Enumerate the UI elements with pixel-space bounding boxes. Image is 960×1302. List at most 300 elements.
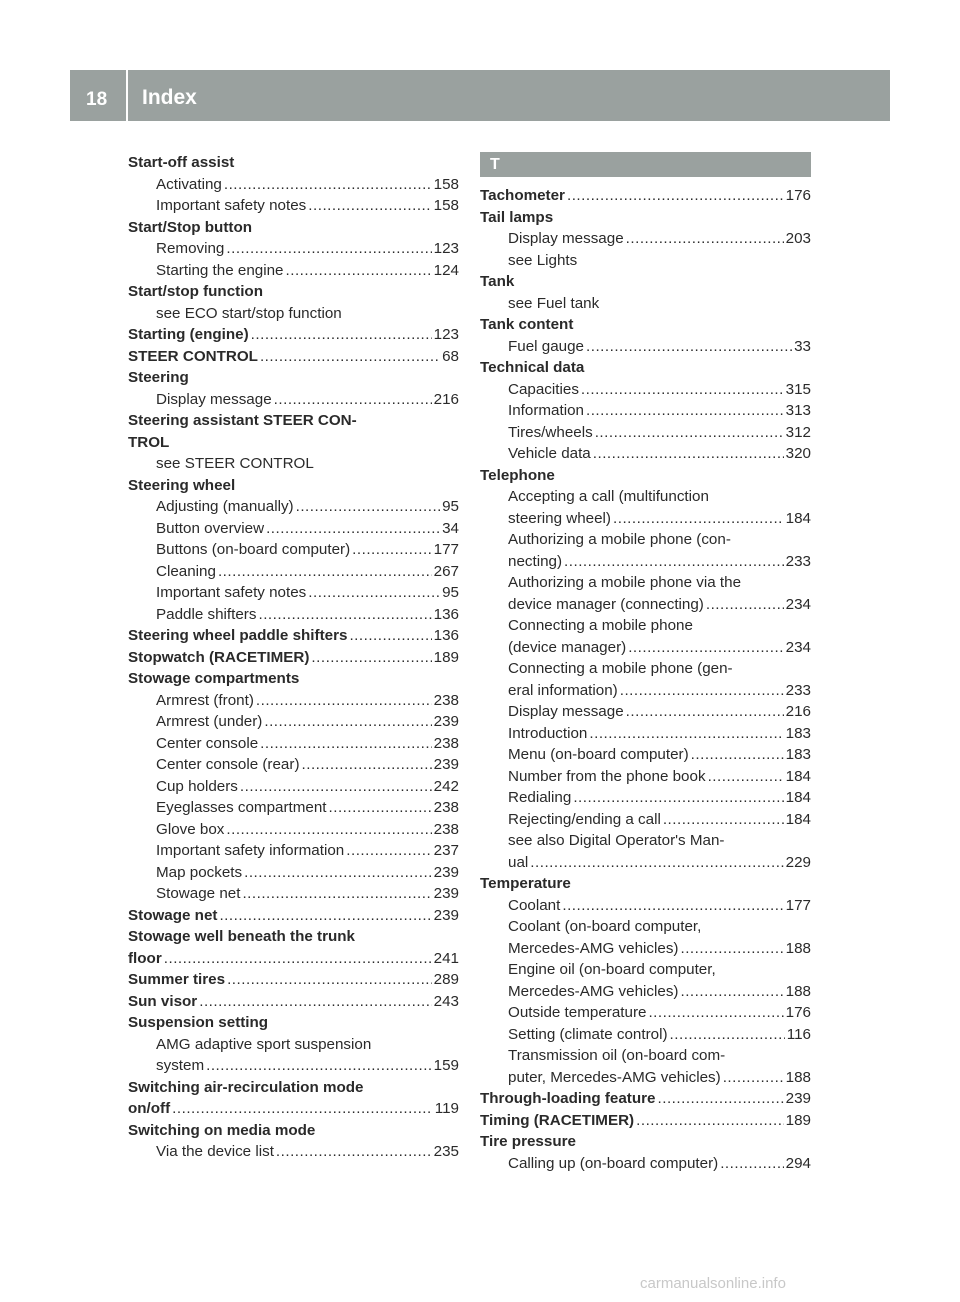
index-subentry [128, 238, 459, 260]
entry-text: Map pockets [156, 863, 243, 881]
index-subentry [128, 539, 459, 561]
entry-text: AMG adaptive sport suspension [156, 1035, 372, 1053]
page-ref[interactable]: 233 [785, 681, 811, 699]
page-ref[interactable]: 242 [433, 777, 459, 795]
dot-leader [306, 582, 440, 604]
entry-text: Stowage compartments [128, 670, 300, 687]
dot-leader [618, 680, 784, 702]
entry-text: necting) [508, 552, 563, 570]
entry-text: Fuel gauge [508, 337, 584, 355]
index-subentry [480, 250, 811, 272]
page-ref[interactable]: 241 [433, 949, 459, 967]
index-subentry [480, 529, 811, 551]
index-entry [128, 475, 459, 497]
entry-text: STEER CONTROL [128, 347, 258, 365]
page-ref[interactable]: 188 [785, 1068, 811, 1086]
dot-leader [284, 260, 432, 282]
entry-text: Tire pressure [480, 1133, 576, 1150]
dot-leader [634, 1110, 784, 1132]
page-ref[interactable]: 239 [433, 713, 459, 730]
entry-text: Stowage well beneath the trunk [128, 928, 356, 945]
entry-text: Buttons (on-board computer) [156, 541, 351, 558]
header-divider [126, 70, 128, 121]
dot-leader [350, 539, 431, 561]
dot-leader [565, 185, 784, 207]
entry-text: Accepting a call (multifunction [508, 488, 709, 505]
dot-leader [327, 797, 432, 819]
index-entry [128, 991, 459, 1013]
entry-text: see STEER CONTROL [156, 455, 314, 472]
entry-text: steering wheel) [508, 509, 611, 527]
index-subentry [480, 1002, 811, 1024]
index-entry [128, 1120, 459, 1142]
index-entry [128, 647, 459, 669]
page-ref[interactable]: 158 [433, 175, 459, 193]
entry-text: Telephone [480, 466, 555, 484]
entry-text: Cup holders [156, 777, 238, 795]
page-ref[interactable]: 238 [433, 734, 459, 752]
entry-text: Cleaning [156, 562, 216, 580]
entry-text: Starting (engine) [128, 326, 249, 343]
entry-text: Display message [508, 230, 624, 247]
index-subentry [480, 293, 811, 315]
dot-leader [587, 723, 783, 745]
index-subentry [480, 400, 811, 422]
index-subentry [480, 615, 811, 637]
page-ref[interactable]: 216 [785, 703, 811, 720]
page-ref[interactable]: 123 [433, 326, 459, 343]
entry-text: Setting (climate control) [508, 1025, 668, 1043]
entry-text: Tank content [480, 316, 574, 333]
index-entry [480, 357, 811, 379]
index-subentry [480, 637, 811, 659]
dot-leader [579, 379, 784, 401]
index-subentry [480, 852, 811, 874]
dot-leader [624, 228, 784, 250]
page-ref[interactable]: 234 [785, 638, 811, 656]
dot-leader [264, 518, 440, 540]
entry-text: Steering [128, 369, 189, 386]
entry-text: Introduction [508, 724, 588, 742]
index-subentry [128, 840, 459, 862]
index-column-right [480, 152, 811, 1174]
entry-text: Stowage net [156, 885, 241, 902]
index-subentry [128, 776, 459, 798]
dot-leader [222, 174, 432, 196]
index-entry [128, 346, 459, 368]
page-ref[interactable]: 176 [785, 1004, 811, 1021]
entry-text: Technical data [480, 359, 585, 376]
entry-text: Coolant (on-board computer, [508, 918, 702, 935]
index-entry [128, 926, 459, 948]
entry-text: Steering wheel paddle shifters [128, 627, 348, 644]
index-entry [128, 1077, 459, 1099]
entry-text: TROL [128, 433, 170, 451]
entry-text: Authorizing a mobile phone via the [508, 574, 742, 591]
dot-leader [704, 594, 784, 616]
entry-text: Stopwatch (RACETIMER) [128, 648, 310, 666]
page-ref[interactable]: 237 [433, 842, 459, 859]
dot-leader [225, 969, 432, 991]
page-ref[interactable]: 239 [433, 863, 459, 881]
page-ref[interactable]: 239 [433, 756, 459, 773]
entry-text: eral information) [508, 681, 618, 699]
entry-text: Paddle shifters [156, 605, 257, 623]
page-ref[interactable]: 216 [433, 390, 459, 408]
entry-text: see Lights [508, 251, 578, 269]
page-ref[interactable]: 95 [442, 584, 459, 601]
entry-text: Important safety notes [156, 584, 307, 601]
index-subentry [128, 1034, 459, 1056]
page-ref[interactable]: 95 [442, 498, 459, 515]
entry-text: Rejecting/ending a call [508, 810, 661, 828]
index-subentry [480, 895, 811, 917]
page-ref[interactable]: 188 [785, 939, 811, 957]
entry-text: Tachometer [480, 187, 565, 204]
dot-leader [562, 551, 784, 573]
index-entry [128, 217, 459, 239]
index-subentry [480, 766, 811, 788]
page-ref[interactable]: 229 [785, 853, 811, 871]
dot-leader [584, 400, 784, 422]
page-ref[interactable]: 315 [785, 380, 811, 398]
index-entry [480, 1110, 811, 1132]
entry-text: Tires/wheels [508, 423, 593, 441]
index-subentry [128, 754, 459, 776]
index-subentry [480, 938, 811, 960]
index-subentry [128, 1141, 459, 1163]
entry-text: device manager (connecting) [508, 595, 704, 613]
page-ref[interactable]: 116 [786, 1025, 811, 1043]
index-subentry [480, 508, 811, 530]
entry-text: Engine oil (on-board computer, [508, 961, 716, 978]
entry-text: Sun visor [128, 992, 198, 1010]
dot-leader [258, 733, 432, 755]
page-ref[interactable]: 119 [434, 1100, 459, 1117]
dot-leader [224, 238, 431, 260]
entry-text: Button overview [156, 519, 265, 537]
index-entry [128, 324, 459, 346]
dot-leader [528, 852, 783, 874]
dot-leader [656, 1088, 784, 1110]
entry-text: Stowage net [128, 906, 218, 924]
index-subentry [480, 981, 811, 1003]
entry-text: puter, Mercedes-AMG vehicles) [508, 1068, 721, 1086]
page-ref[interactable]: 136 [433, 627, 459, 644]
page-ref[interactable]: 33 [794, 337, 811, 355]
page-ref[interactable]: 234 [785, 595, 811, 613]
index-entry [128, 668, 459, 690]
index-subentry [480, 1067, 811, 1089]
dot-leader [242, 862, 432, 884]
dot-leader [300, 754, 432, 776]
page-ref[interactable]: 177 [785, 896, 811, 914]
dot-leader [624, 701, 784, 723]
index-subentry [128, 883, 459, 905]
entry-text: Mercedes-AMG vehicles) [508, 939, 679, 957]
index-subentry [128, 561, 459, 583]
index-subentry [480, 744, 811, 766]
index-entry [128, 1012, 459, 1034]
index-subentry [128, 1055, 459, 1077]
entry-text: system [156, 1057, 205, 1074]
index-subentry [128, 303, 459, 325]
dot-leader [216, 561, 432, 583]
index-entry [128, 410, 459, 432]
entry-text: Start/stop function [128, 283, 263, 300]
entry-text: Connecting a mobile phone (gen- [508, 660, 733, 677]
index-subentry [128, 582, 459, 604]
dot-leader [272, 389, 432, 411]
index-subentry [480, 551, 811, 573]
page-ref[interactable]: 289 [433, 971, 459, 988]
dot-leader [560, 895, 783, 917]
dot-leader [678, 938, 783, 960]
entry-text: see also Digital Operator's Man- [508, 832, 725, 849]
index-subentry [480, 1153, 811, 1175]
page-ref[interactable]: 312 [785, 423, 811, 441]
entry-text: Information [508, 402, 584, 419]
entry-text: Vehicle data [508, 445, 591, 462]
entry-text: Temperature [480, 875, 571, 892]
dot-leader [238, 776, 432, 798]
watermark: carmanualsonline.info [640, 1275, 786, 1292]
entry-text: Starting the engine [156, 261, 284, 279]
entry-text: Start-off assist [128, 154, 235, 171]
page-header [70, 70, 890, 121]
entry-text: Via the device list [156, 1143, 274, 1160]
dot-leader [591, 443, 784, 465]
entry-text: Transmission oil (on-board com- [508, 1047, 726, 1064]
dot-leader [254, 690, 432, 712]
entry-text: Start/Stop button [128, 218, 253, 236]
entry-text: Display message [508, 703, 624, 720]
entry-text: Glove box [156, 820, 225, 838]
index-subentry [128, 690, 459, 712]
entry-text: Center console [156, 734, 259, 752]
entry-text: Tank [480, 273, 515, 290]
index-subentry [480, 916, 811, 938]
dot-leader [217, 905, 431, 927]
dot-leader [626, 637, 783, 659]
page-ref[interactable]: 183 [785, 746, 811, 763]
index-subentry [480, 422, 811, 444]
page-ref[interactable]: 243 [433, 992, 459, 1010]
page-ref[interactable]: 136 [433, 605, 459, 623]
index-subentry [480, 809, 811, 831]
entry-text: Coolant [508, 896, 561, 914]
entry-text: Connecting a mobile phone [508, 617, 693, 634]
entry-text: Switching on media mode [128, 1121, 316, 1139]
page-ref[interactable]: 203 [785, 230, 811, 247]
dot-leader [162, 948, 432, 970]
index-subentry [128, 260, 459, 282]
dot-leader [611, 508, 784, 530]
section-title: Index [142, 86, 197, 109]
index-subentry [480, 830, 811, 852]
entry-text: Display message [156, 390, 272, 408]
index-subentry [480, 787, 811, 809]
entry-text: Steering assistant STEER CON- [128, 412, 357, 429]
page-ref[interactable]: 184 [785, 509, 811, 527]
dot-leader [240, 883, 431, 905]
entry-text: Removing [156, 240, 225, 257]
index-subentry [128, 453, 459, 475]
page-ref[interactable]: 320 [785, 445, 811, 462]
dot-leader [258, 346, 440, 368]
index-subentry [128, 862, 459, 884]
entry-text: Calling up (on-board computer) [508, 1154, 719, 1172]
index-subentry [128, 195, 459, 217]
page-ref[interactable]: 159 [433, 1057, 459, 1074]
page-ref[interactable]: 239 [785, 1090, 811, 1107]
index-subentry [128, 389, 459, 411]
index-subentry [128, 174, 459, 196]
entry-text: Activating [156, 175, 222, 193]
index-subentry [128, 819, 459, 841]
page-ref[interactable]: 238 [433, 799, 459, 816]
index-subentry [480, 594, 811, 616]
index-subentry [128, 518, 459, 540]
index-subentry [480, 443, 811, 465]
index-subentry [480, 1024, 811, 1046]
entry-text: Through-loading feature [480, 1090, 656, 1107]
index-subentry [480, 1045, 811, 1067]
letter-heading: T [480, 152, 811, 177]
dot-leader [646, 1002, 783, 1024]
entry-text: see ECO start/stop function [156, 304, 342, 322]
index-subentry [480, 959, 811, 981]
index-subentry [128, 733, 459, 755]
entry-text: Steering wheel [128, 476, 236, 494]
entry-text: Eyeglasses compartment [156, 799, 327, 816]
index-entry [128, 152, 459, 174]
page-ref[interactable]: 176 [785, 187, 811, 204]
entry-text: Capacities [508, 380, 579, 398]
index-entry [128, 432, 459, 454]
dot-leader [294, 496, 441, 518]
index-entry [480, 314, 811, 336]
page-ref[interactable]: 267 [433, 562, 459, 580]
entry-text: Armrest (under) [156, 713, 263, 730]
entry-text: Switching air-recirculation mode [128, 1078, 364, 1096]
entry-text: Authorizing a mobile phone (con- [508, 531, 731, 548]
entry-text: Number from the phone book [508, 767, 706, 785]
entry-text: Timing (RACETIMER) [480, 1111, 635, 1129]
page-ref[interactable]: 239 [433, 906, 459, 924]
dot-leader [593, 422, 784, 444]
entry-text: Important safety information [156, 842, 345, 859]
index-entry [480, 1131, 811, 1153]
entry-text: on/off [128, 1100, 171, 1117]
page-ref[interactable]: 235 [433, 1143, 459, 1160]
index-entry [128, 281, 459, 303]
index-entry [128, 905, 459, 927]
entry-text: Outside temperature [508, 1004, 647, 1021]
entry-text: Redialing [508, 789, 572, 806]
dot-leader [347, 625, 431, 647]
page-ref[interactable]: 189 [433, 648, 459, 666]
index-entry [480, 185, 811, 207]
dot-leader [262, 711, 431, 733]
index-entry [128, 1098, 459, 1120]
dot-leader [249, 324, 432, 346]
index-subentry [480, 379, 811, 401]
index-subentry [128, 496, 459, 518]
dot-leader [706, 766, 784, 788]
index-entry [480, 1088, 811, 1110]
dot-leader [721, 1067, 784, 1089]
page-ref[interactable]: 34 [442, 519, 459, 537]
index-entry [480, 271, 811, 293]
entry-text: Menu (on-board computer) [508, 746, 689, 763]
page-ref[interactable]: 123 [433, 240, 459, 257]
index-subentry [128, 711, 459, 733]
dot-leader [274, 1141, 432, 1163]
page-ref[interactable]: 158 [433, 197, 459, 214]
page-ref[interactable]: 184 [785, 789, 811, 806]
page-ref[interactable]: 68 [442, 347, 459, 365]
entry-text: Summer tires [128, 971, 226, 988]
page-ref[interactable]: 184 [785, 767, 811, 785]
page-ref[interactable]: 313 [785, 402, 811, 419]
page-ref[interactable]: 238 [433, 691, 459, 709]
index-column-left [128, 152, 459, 1163]
index-subentry [480, 701, 811, 723]
page-ref[interactable]: 294 [785, 1154, 811, 1172]
index-subentry [480, 658, 811, 680]
entry-text: see Fuel tank [508, 294, 600, 312]
page-ref[interactable]: 188 [785, 982, 811, 1000]
dot-leader [224, 819, 431, 841]
entry-text: (device manager) [508, 638, 627, 656]
page-ref[interactable]: 184 [785, 810, 811, 828]
page-number: 18 [86, 89, 108, 110]
index-subentry [128, 604, 459, 626]
dot-leader [197, 991, 431, 1013]
dot-leader [306, 195, 431, 217]
page-ref[interactable]: 177 [433, 541, 459, 558]
dot-leader [170, 1098, 433, 1120]
entry-text: Tail lamps [480, 208, 554, 226]
dot-leader [204, 1055, 432, 1077]
index-entry [480, 873, 811, 895]
dot-leader [718, 1153, 783, 1175]
entry-text: Adjusting (manually) [156, 498, 294, 515]
entry-text: floor [128, 949, 162, 967]
index-subentry [480, 680, 811, 702]
index-subentry [480, 486, 811, 508]
index-entry [128, 625, 459, 647]
page-ref[interactable]: 189 [785, 1111, 811, 1129]
index-entry [128, 367, 459, 389]
page-ref[interactable]: 233 [785, 552, 811, 570]
dot-leader [571, 787, 783, 809]
dot-leader [668, 1024, 785, 1046]
page-ref[interactable]: 183 [785, 724, 811, 742]
index-subentry [480, 723, 811, 745]
dot-leader [689, 744, 784, 766]
entry-text: ual [508, 853, 529, 871]
index-entry [480, 465, 811, 487]
page-ref[interactable]: 124 [433, 261, 459, 279]
entry-text: Center console (rear) [156, 756, 300, 773]
index-subentry [480, 572, 811, 594]
page-ref[interactable]: 239 [433, 885, 459, 902]
page-ref[interactable]: 238 [433, 820, 459, 838]
dot-leader [678, 981, 783, 1003]
entry-text: Armrest (front) [156, 691, 254, 709]
